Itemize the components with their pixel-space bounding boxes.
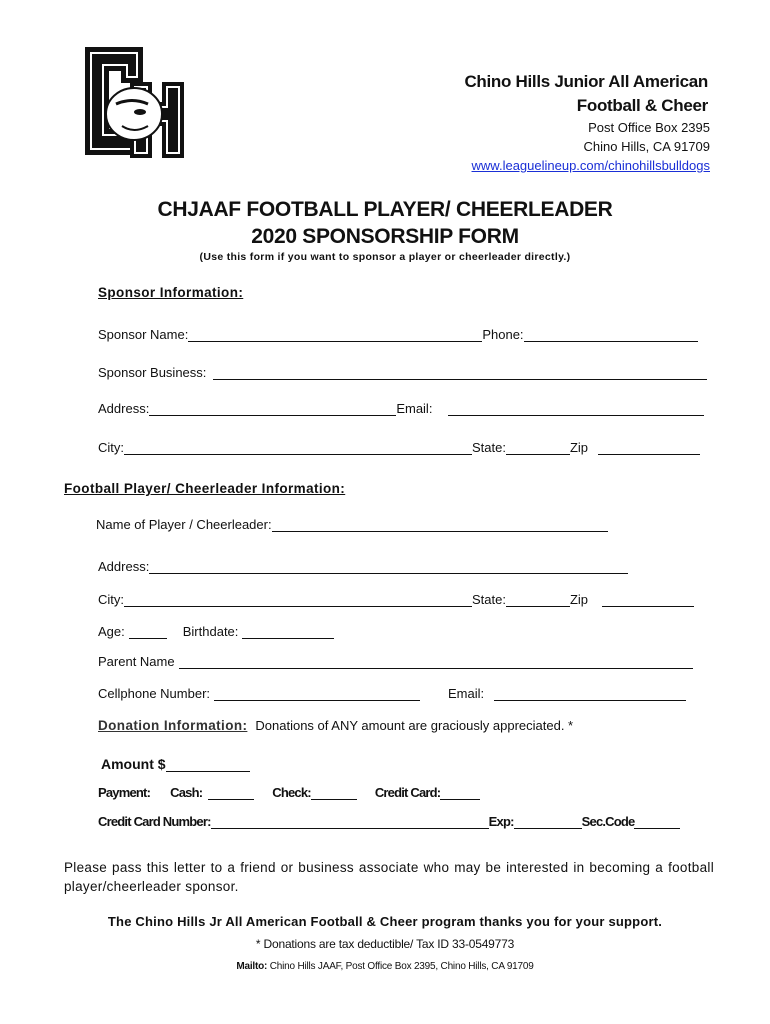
mailto-label: Mailto: <box>236 961 268 972</box>
org-line-1: Chino Hills Junior All American <box>464 72 708 91</box>
exp-label: Exp: <box>488 814 514 829</box>
birthdate-label: Birthdate: <box>182 624 239 639</box>
thanks-text: The Chino Hills Jr All American Football & Cheer program thanks you for your support. <box>107 914 663 929</box>
player-email-label: Email: <box>448 686 485 701</box>
tax-note: * Donations are tax deductible/ Tax ID 33-0549773 <box>255 937 515 951</box>
website-link[interactable]: www.leaguelineup.com/chinohillsbulldogs <box>471 158 710 173</box>
player-city-label: City: <box>98 592 124 607</box>
exp-field[interactable] <box>514 816 582 829</box>
player-name-field[interactable] <box>272 519 608 532</box>
amount-label: Amount $ <box>101 756 166 772</box>
form-subtitle: (Use this form if you want to sponsor a player or cheerleader directly.) <box>199 251 571 263</box>
sponsor-name-field[interactable] <box>188 329 482 342</box>
credit-card-field[interactable] <box>440 787 480 800</box>
parent-name-field[interactable] <box>179 656 693 669</box>
player-state-label: State: <box>472 592 506 607</box>
sponsor-business-label: Sponsor Business: <box>98 365 207 380</box>
address-line-2: Chino Hills, CA 91709 <box>583 139 710 154</box>
phone-field[interactable] <box>524 329 698 342</box>
sponsor-address-field[interactable] <box>149 403 396 416</box>
sponsor-city-field[interactable] <box>124 442 472 455</box>
org-address <box>472 118 710 175</box>
mailto-line <box>0 961 770 972</box>
credit-card-label: Credit Card: <box>374 785 441 800</box>
player-state-field[interactable] <box>506 594 570 607</box>
player-zip-field[interactable] <box>602 594 694 607</box>
address-line-1: Post Office Box 2395 <box>588 120 710 135</box>
title-line-1: CHJAAF FOOTBALL PLAYER/ CHEERLEADER <box>157 198 613 221</box>
age-label: Age: <box>98 624 125 639</box>
sponsor-address-label: Address: <box>98 401 150 416</box>
donation-heading: Donation Information: <box>98 718 248 733</box>
sponsor-email-field[interactable] <box>448 403 704 416</box>
sponsor-state-label: State: <box>472 440 506 455</box>
check-field[interactable] <box>311 787 357 800</box>
player-city-field[interactable] <box>124 594 472 607</box>
sponsor-state-field[interactable] <box>506 442 570 455</box>
page-title <box>0 196 770 250</box>
cc-number-label: Credit Card Number: <box>98 814 211 829</box>
pass-along-text: Please pass this letter to a friend or business associate who may be interested in becoming a football player/cheerleader sponsor. <box>64 860 714 894</box>
player-email-field[interactable] <box>494 688 686 701</box>
phone-label: Phone: <box>482 327 524 342</box>
logo <box>82 42 186 160</box>
parent-name-label: Parent Name <box>98 654 175 669</box>
sponsor-city-label: City: <box>98 440 124 455</box>
birthdate-field[interactable] <box>242 626 334 639</box>
age-field[interactable] <box>129 626 167 639</box>
player-name-label: Name of Player / Cheerleader: <box>96 517 272 532</box>
cash-label: Cash: <box>170 785 203 800</box>
sponsor-name-label: Sponsor Name: <box>98 327 189 342</box>
donation-note: Donations of ANY amount are graciously appreciated. * <box>255 718 574 733</box>
sponsor-email-label: Email: <box>396 401 433 416</box>
cellphone-label: Cellphone Number: <box>98 686 211 701</box>
sponsor-zip-field[interactable] <box>598 442 700 455</box>
player-address-field[interactable] <box>149 561 628 574</box>
organization-name <box>464 70 708 118</box>
sponsor-heading: Sponsor Information: <box>98 285 244 300</box>
amount-field[interactable] <box>166 759 250 772</box>
sec-code-label: Sec.Code <box>581 814 635 829</box>
player-address-label: Address: <box>98 559 150 574</box>
bulldog-logo-icon <box>82 42 186 160</box>
sec-code-field[interactable] <box>634 816 680 829</box>
org-line-2: Football & Cheer <box>576 96 708 115</box>
check-label: Check: <box>272 785 311 800</box>
payment-label: Payment: <box>98 785 151 800</box>
mailto-address: Chino Hills JAAF, Post Office Box 2395, Chino Hills, CA 91709 <box>269 961 534 972</box>
sponsor-business-field[interactable] <box>213 367 707 380</box>
player-zip-label: Zip <box>569 592 589 607</box>
title-line-2: 2020 SPONSORSHIP FORM <box>251 225 519 248</box>
cellphone-field[interactable] <box>214 688 420 701</box>
player-heading: Football Player/ Cheerleader Information: <box>64 481 346 496</box>
sponsor-zip-label: Zip <box>569 440 589 455</box>
cash-field[interactable] <box>208 787 254 800</box>
cc-number-field[interactable] <box>211 816 489 829</box>
